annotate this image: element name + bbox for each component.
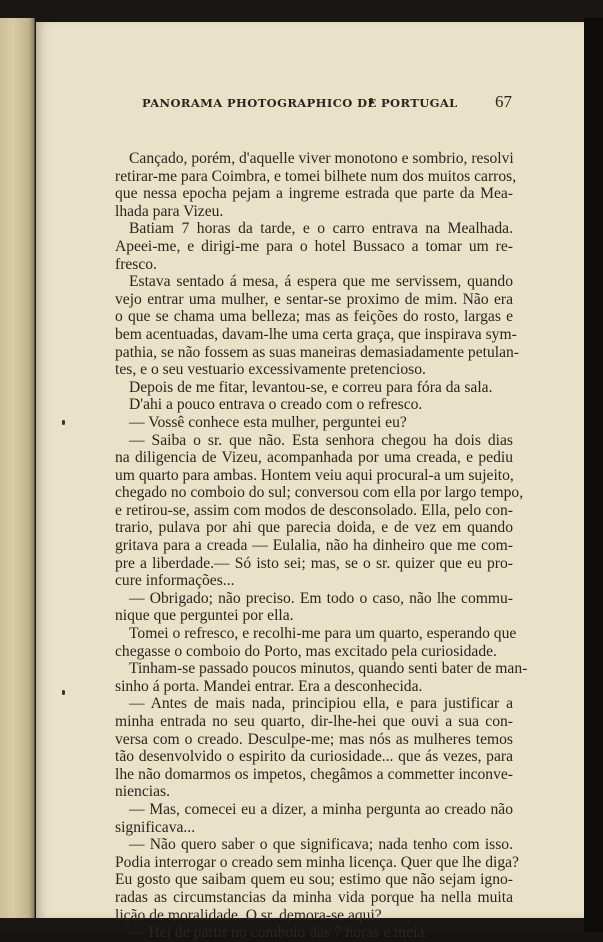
text-line: — Mas, comecei eu a dizer, a minha pergunta ao creado não xyxy=(129,800,513,818)
text-line: significava... xyxy=(115,818,196,836)
text-line: lhada para Vizeu. xyxy=(115,202,224,220)
text-line: — Não quero saber o que significava; nada tenho com isso. xyxy=(129,836,513,854)
text-line: — Saiba o sr. que não. Esta senhora chegou ha dois dias xyxy=(129,431,513,449)
book-spine-edge xyxy=(0,18,35,918)
text-line: — Obrigado; não preciso. Em todo o caso, não lhe commu- xyxy=(129,589,513,607)
text-line: Eu gosto que saibam quem eu sou; estimo que não sejam igno- xyxy=(115,871,513,889)
text-line: sinho á porta. Mandei entrar. Era a desconhecida. xyxy=(115,677,423,695)
text-line: radas as circumstancias da minha vida porque ha nella muita xyxy=(115,888,513,906)
text-line: pre a liberdade.— Só isto sei; mas, se o sr. quizer que eu pro- xyxy=(115,554,513,572)
page-number: 67 xyxy=(495,92,512,111)
body-text xyxy=(115,150,528,942)
text-line: o que se chama uma belleza; mas as feições do rosto, largas e xyxy=(115,308,513,326)
text-line: versa com o creado. Desculpe-me; mas nós as mulheres temos xyxy=(115,730,513,748)
page-right-margin xyxy=(584,18,603,932)
text-line: fresco. xyxy=(115,255,157,273)
text-line: pathia, se não fossem as suas maneiras demasiadamente petulan- xyxy=(115,343,519,361)
text-line: lhe não domarmos os impetos, chegâmos a commetter inconve- xyxy=(115,765,513,783)
text-line: minha entrada no seu quarto, dir-lhe-hei que ouvi a sua con- xyxy=(115,713,513,730)
text-line: D'ahi a pouco entrava o creado com o refresco. xyxy=(129,396,423,414)
text-line: trario, pulava por ahi que parecia doida, e de vez em quando xyxy=(115,519,513,537)
text-line: retirar-me para Coimbra, e tomei bilhete num dos muitos carros, xyxy=(115,167,517,185)
text-line: vejo entrar uma mulher, e sentar-se proximo de mim. Não era xyxy=(115,290,513,308)
text-line: bem acentuadas, davam-lhe uma certa graça, que inspirava sym- xyxy=(115,325,517,343)
text-line: Apeei-me, e dirigi-me para o hotel Bussaco a tomar um re- xyxy=(115,237,513,255)
text-line: e retirou-se, assim com modos de desconsolado. Ella, pelo con- xyxy=(115,501,513,519)
text-line: Estava sentado á mesa, á espera que me servissem, quando xyxy=(129,273,513,291)
text-line: Tomei o refresco, e recolhi-me para um quarto, esperando que xyxy=(129,625,517,643)
text-line: — Vossê conhece esta mulher, perguntei eu? xyxy=(129,413,407,431)
text-line: Podia interrogar o creado sem minha licença. Quer que lhe diga? xyxy=(115,853,519,871)
text-line: Batiam 7 horas da tarde, e o carro entrava na Mealhada. xyxy=(129,220,513,238)
ink-speck xyxy=(62,690,65,695)
text-line: — Hei de partir no comboio das 7 horas e meia. xyxy=(129,924,429,942)
text-line: um quarto para ambas. Hontem veiu aqui procural-a um sujeito, xyxy=(115,466,514,484)
text-line: tes, e o seu vestuario excessivamente pretencioso. xyxy=(115,361,426,379)
text-line: niencias. xyxy=(115,783,170,801)
text-line: tão desenvolvido o espirito da curiosidade... que ás vezes, para xyxy=(115,748,513,766)
text-line: Cançado, porém, d'aquelle viver monotono e sombrio, resolvi xyxy=(129,150,514,167)
ink-speck xyxy=(62,420,65,425)
text-line: — Antes de mais nada, principiou ella, e para justificar a xyxy=(129,695,513,713)
running-head: PANORAMA PHOTOGRAPHICO DE PORTUGAL xyxy=(142,96,458,110)
text-line: lição de moralidade. O sr. demora-se aqui? xyxy=(115,906,382,924)
text-line: chegado no comboio do sul; conversou com ella por largo tempo, xyxy=(115,484,524,502)
text-line: Tinham-se passado poucos minutos, quando senti bater de man- xyxy=(129,660,528,678)
text-line: cure informações... xyxy=(115,572,235,590)
text-line: na diligencia de Vizeu, acompanhada por uma creada, e pediu xyxy=(115,449,513,467)
text-line: nique que perguntei por ella. xyxy=(115,607,294,625)
text-line: que nessa epocha pejam a ingreme estrada que parte da Mea- xyxy=(115,185,513,203)
text-line: Depois de me fitar, levantou-se, e correu para fóra da sala. xyxy=(129,378,493,396)
text-line: chegasse o comboio do Porto, mas excitado pela curiosidade. xyxy=(115,642,497,660)
text-line: gritava para a creada — Eulalia, não ha dinheiro que me com- xyxy=(115,537,513,555)
